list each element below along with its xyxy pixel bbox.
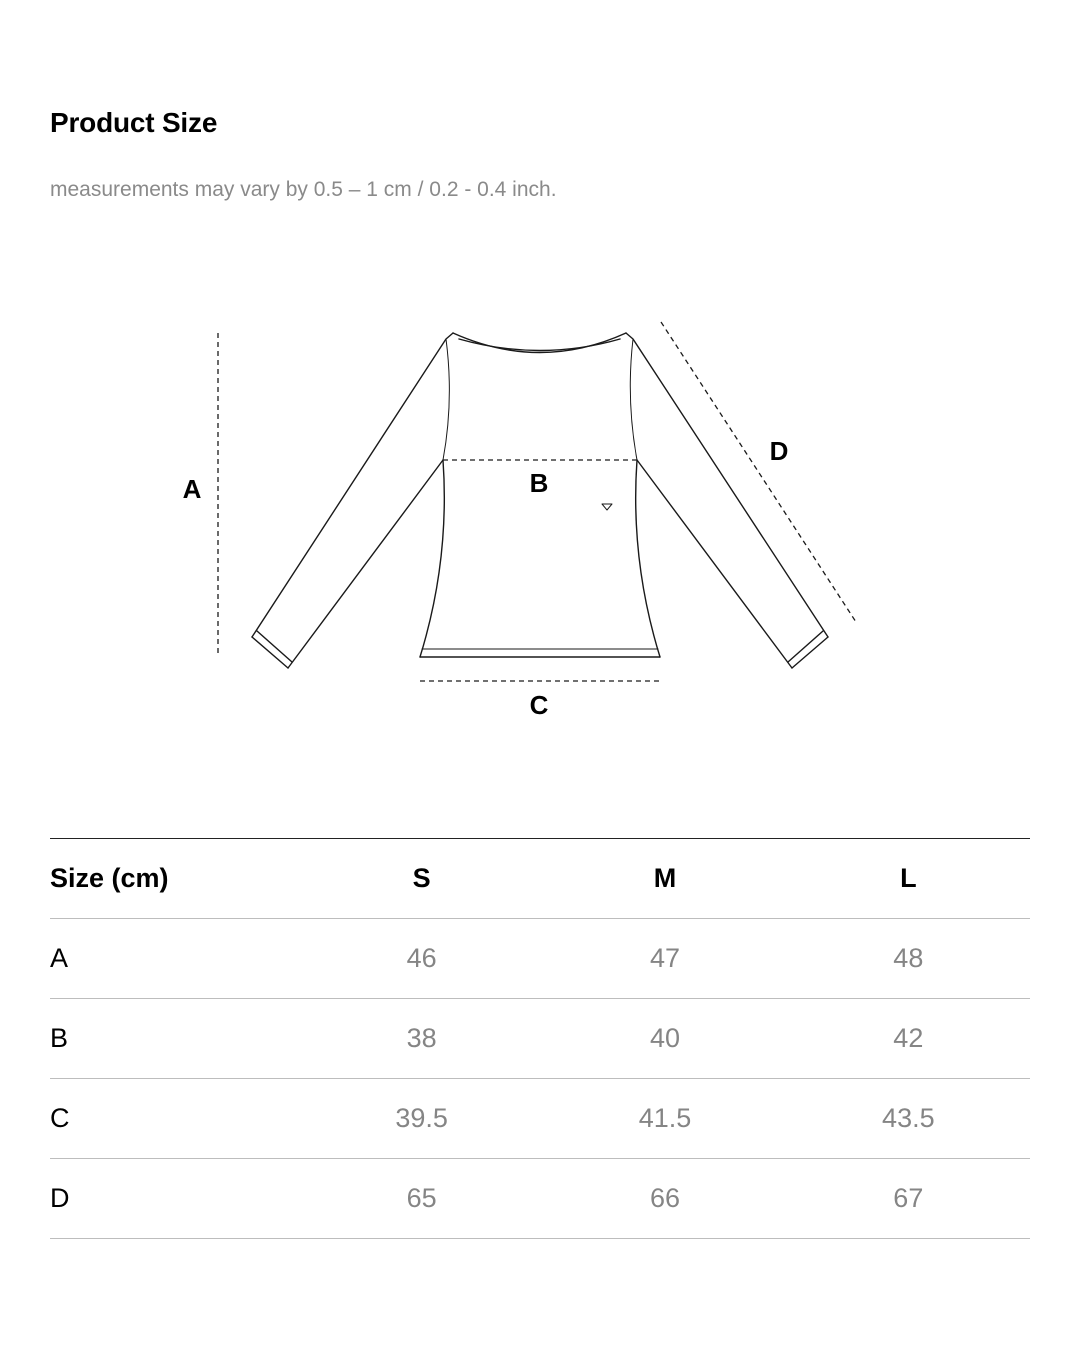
table-row — [50, 1079, 1030, 1159]
cell-d-s: 65 — [406, 1183, 437, 1213]
cell-a-s: 46 — [406, 943, 437, 973]
header-size-cm: Size (cm) — [50, 863, 169, 893]
label-a: A — [182, 474, 202, 504]
header-size-m: M — [653, 863, 677, 893]
left-sleeve-outer — [252, 333, 453, 637]
cell-b-s: 38 — [406, 1023, 437, 1053]
cell-b-l: 42 — [893, 1023, 924, 1053]
table-row — [50, 999, 1030, 1079]
row-label-b: B — [50, 1023, 69, 1053]
header-size-s: S — [412, 863, 431, 893]
right-armhole — [630, 339, 637, 460]
right-body-side — [636, 460, 660, 657]
neckline-inner — [459, 339, 620, 351]
measurement-lines — [218, 322, 856, 681]
table-header-row — [50, 839, 1030, 919]
table-row — [50, 1159, 1030, 1239]
measurement-note: measurements may vary by 0.5 – 1 cm / 0.2 - 0.4 inch. — [50, 178, 557, 201]
measure-line-d — [661, 322, 856, 622]
neckline — [453, 333, 626, 353]
header-size-l: L — [900, 863, 917, 893]
table-row — [50, 919, 1030, 999]
cell-c-m: 41.5 — [638, 1103, 692, 1133]
left-body-side — [420, 460, 444, 657]
cell-a-m: 47 — [649, 943, 681, 973]
cell-c-l: 43.5 — [882, 1103, 935, 1133]
size-table — [50, 838, 1030, 1239]
label-d: D — [769, 436, 789, 466]
row-label-c: C — [50, 1103, 70, 1133]
left-armhole — [443, 339, 449, 460]
page-title: Product Size — [50, 107, 218, 138]
right-sleeve-inner — [637, 460, 792, 668]
left-sleeve-inner — [288, 460, 443, 668]
label-c: C — [529, 690, 549, 720]
cell-d-m: 66 — [649, 1183, 681, 1213]
cell-c-s: 39.5 — [395, 1103, 448, 1133]
label-b: B — [529, 468, 549, 498]
garment-outline — [252, 333, 828, 668]
cell-d-l: 67 — [893, 1183, 924, 1213]
row-label-d: D — [50, 1183, 70, 1213]
cell-b-m: 40 — [649, 1023, 681, 1053]
cell-a-l: 48 — [893, 943, 924, 973]
logo-mark — [602, 504, 612, 510]
row-label-a: A — [50, 943, 69, 973]
